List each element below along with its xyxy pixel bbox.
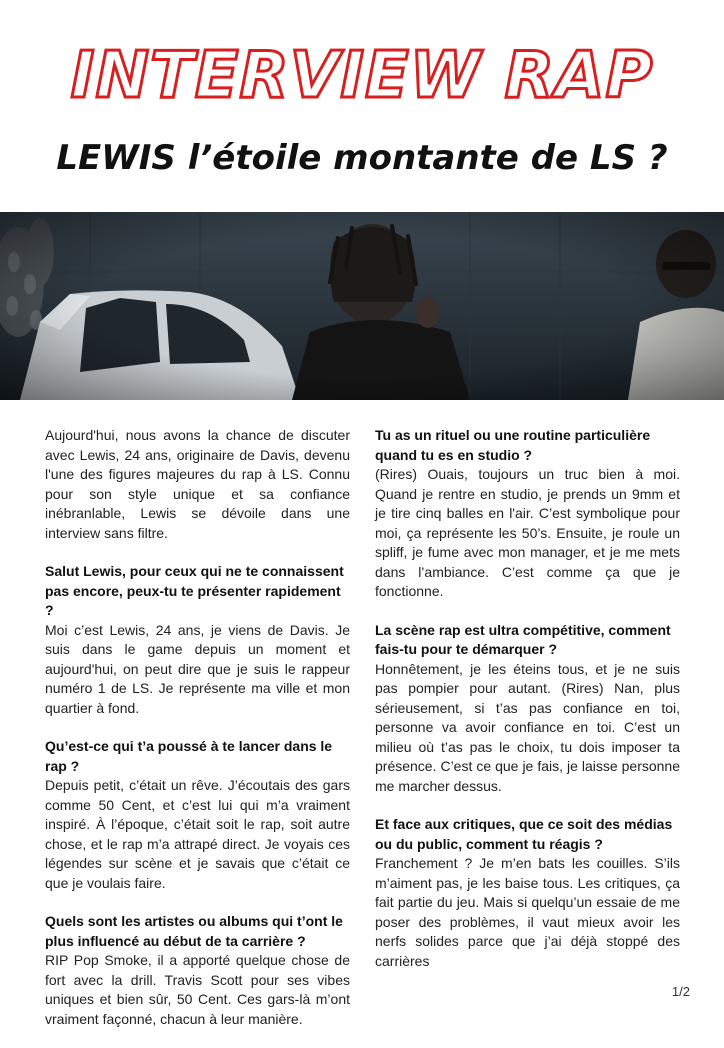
qa-block: [45, 737, 350, 893]
intro-text: Aujourd'hui, nous avons la chance de discuter avec Lewis, 24 ans, originaire de Davis, devenu l'une des figures majeures du rap à LS. Connu pour son style unique et sa confiance inébranlable, Lewis se dévoile dans une interview sans filtre.: [45, 427, 350, 541]
question: Et face aux critiques, que ce soit des médias ou du public, comment tu réagis ?: [375, 816, 673, 852]
question: Tu as un rituel ou une routine particulière quand tu es en studio ?: [375, 427, 651, 463]
question: Qu’est-ce qui t’a poussé à te lancer dans le rap ?: [45, 738, 333, 774]
answer: Honnêtement, je les éteins tous, et je ne suis pas pompier pour autant. (Rires) Nan, plus sérieusement, si t’as pas confiance en toi, personne va avoir confiance en toi. C’est un milieu où t’as pas le choix, tu dois imposer ta présence. C’est ce que je fais, je laisse personne me marcher dessus.: [375, 660, 680, 794]
intro-paragraph: [45, 426, 350, 543]
article-column-left: [45, 426, 350, 1048]
header-photo: [0, 212, 724, 400]
page-kicker: INTERVIEW RAP: [70, 39, 654, 113]
qa-block: [375, 621, 680, 797]
article-column-right: [375, 426, 680, 990]
answer: Depuis petit, c’était un rêve. J’écoutais des gars comme 50 Cent, et c’est lui qui m’a vraiment inspiré. À l’époque, c’était soit le rap, soit autre chose, et le rap m’a attrapé direct. Je voyais ces légendes sur scène et je savais que c’était ce que je voulais faire.: [45, 777, 350, 891]
page-number: 1/2: [671, 984, 690, 999]
qa-block: [45, 562, 350, 718]
answer: Franchement ? Je m’en bats les couilles. S’ils m’aiment pas, je les baise tous. Les critiques, ça fait partie du jeu. Mais si quelqu’un essaie de me poser des problèmes, il vaut mieux avoir les nerfs solides parce que j’ai déjà stoppé des carrières: [375, 855, 680, 969]
question: La scène rap est ultra compétitive, comment fais-tu pour te démarquer ?: [375, 621, 671, 657]
qa-block: [375, 815, 680, 971]
question: Salut Lewis, pour ceux qui ne te connaissent pas encore, peux-tu te présenter rapidement ?: [45, 563, 344, 618]
qa-block: [45, 912, 350, 1029]
answer: (Rires) Ouais, toujours un truc bien à moi. Quand je rentre en studio, je prends un 9mm et je tire cinq balles en l'air. C’est symbolique pour moi, ça représente les 50’s. Ensuite, je roule un spliff, je fume avec mon manager, et je me mets dans l’ambiance. C’est comme ça que je fonctionne.: [375, 466, 680, 599]
qa-block: [375, 426, 680, 602]
answer: RIP Pop Smoke, il a apporté quelque chose de fort avec la drill. Travis Scott pour ses vibes uniques et bien sûr, 50 Cent. Ces gars-là m’ont vraiment façonné, chacun à leur manière.: [45, 952, 350, 1027]
answer: Moi c’est Lewis, 24 ans, je viens de Davis. Je suis dans le game depuis un moment et aujourd'hui, on peut dire que je suis le rappeur numéro 1 de LS. Je représente ma ville et mon quartier à fond.: [45, 621, 350, 716]
question: Quels sont les artistes ou albums qui t’ont le plus influencé au début de ta carrière ?: [45, 913, 343, 949]
page-title: LEWIS l’étoile montante de LS ?: [56, 138, 668, 178]
